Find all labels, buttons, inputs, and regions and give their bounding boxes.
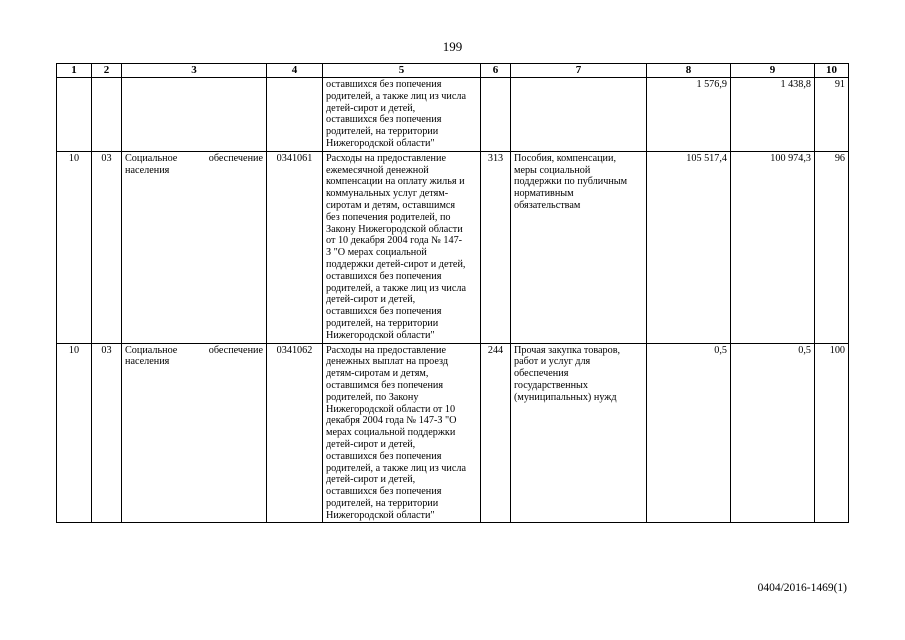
table-row [57,343,849,523]
page-number: 199 [442,39,463,54]
column-header-10: 10 [815,64,849,78]
column-header-1: 1 [57,64,92,78]
column-header-8: 8 [647,64,731,78]
section-code-cell [57,78,92,152]
column-header-7: 7 [511,64,647,78]
expense-description-cell: Расходы на предоставление денежных выплат на проезд детям-сиротам и детям, оставшимся без попечения родителей, по Закону Нижегородской области от 10 декабря 2004 года № 147-З "О мерах социальной поддержки детей-сирот и детей, оставшихся без попечения родителей, а также лиц из числа детей-сирот и детей, оставшихся без попечения родителей, на территории Нижегородской области" [323,343,481,523]
table-row [57,78,849,152]
planned-amount-cell: 0,5 [647,343,731,523]
column-header-5: 5 [323,64,481,78]
expense-type-code-cell: 244 [481,343,511,523]
table-header-row [57,64,849,78]
section-name-cell: Социальное обеспечение населения [122,343,267,523]
expense-type-name-cell [511,78,647,152]
column-header-4: 4 [267,64,323,78]
expense-type-code-cell [481,78,511,152]
column-header-3: 3 [122,64,267,78]
section-name-cell [122,78,267,152]
budget-table [56,63,849,523]
expense-type-name-cell: Пособия, компенсации, меры социальной поддержки по публичным нормативным обязательствам [511,151,647,343]
target-code-cell [267,78,323,152]
percent-cell: 100 [815,343,849,523]
expense-description-cell: Расходы на предоставление ежемесячной денежной компенсации на оплату жилья и коммунальных услуг детям- сиротам и детям, оставшимся без попечения родителей, по Закону Нижегородской области от 10 декабря 2004 года № 147- З "О мерах социальной поддержки детей-сирот и детей, оставшихся без попечения родителей, а также лиц из числа детей-сирот и детей, оставшихся без попечения родителей, на территории Нижегородской области" [323,151,481,343]
actual-amount-cell: 0,5 [731,343,815,523]
column-header-6: 6 [481,64,511,78]
subsection-code-cell [92,78,122,152]
column-header-9: 9 [731,64,815,78]
target-code-cell: 0341061 [267,151,323,343]
table-row [57,151,849,343]
percent-cell: 91 [815,78,849,152]
expense-description-cell: оставшихся без попечения родителей, а также лиц из числа детей-сирот и детей, оставшихся без попечения родителей, на территории Нижегородской области" [323,78,481,152]
section-name-cell: Социальное обеспечение населения [122,151,267,343]
target-code-cell: 0341062 [267,343,323,523]
planned-amount-cell: 105 517,4 [647,151,731,343]
subsection-code-cell: 03 [92,343,122,523]
subsection-code-cell: 03 [92,151,122,343]
actual-amount-cell: 1 438,8 [731,78,815,152]
expense-type-name-cell: Прочая закупка товаров, работ и услуг для обеспечения государственных (муниципальных) нужд [511,343,647,523]
actual-amount-cell: 100 974,3 [731,151,815,343]
planned-amount-cell: 1 576,9 [647,78,731,152]
section-code-cell: 10 [57,343,92,523]
document-code: 0404/2016-1469(1) [757,582,847,594]
percent-cell: 96 [815,151,849,343]
section-code-cell: 10 [57,151,92,343]
column-header-2: 2 [92,64,122,78]
expense-type-code-cell: 313 [481,151,511,343]
